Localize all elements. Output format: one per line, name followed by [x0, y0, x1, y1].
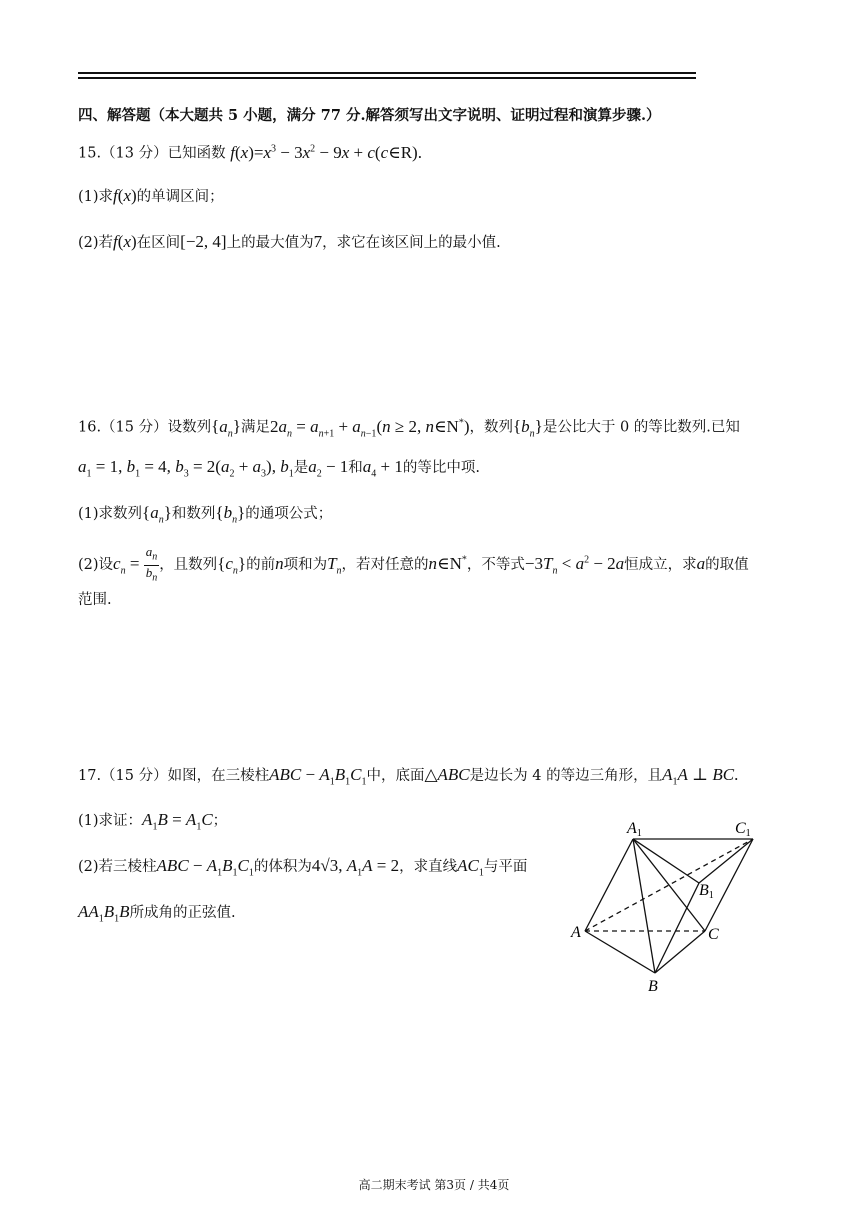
q17-part2-tail: 与平面: [483, 859, 528, 875]
q15-part2: (2)若f(x)在区间[−2, 4]上的最大值为7，求它在该区间上的最小值.: [78, 232, 501, 251]
q15-part2-val: 7: [313, 232, 323, 251]
label-a1: A1: [627, 820, 642, 839]
q16-part1-and: 和数列: [171, 506, 216, 522]
label-c1: C1: [735, 820, 751, 839]
q17-number: 17.（15 分）如图，在三棱柱: [78, 768, 270, 784]
q17-part1: (1)求证：$A_1B = A_1C$；: [78, 810, 228, 833]
q16-line2: $a_1 = 1$, $b_1 = 4$, $b_3 = 2(a_2 + a_3)$, $b_1$是$a_2 - 1$和$a_4 + 1$的等比中项.: [78, 457, 480, 480]
q16-fraction: $\frac{a_n}{b_n}$: [145, 544, 158, 584]
q16-part2: (2)设$c_n$ = $\frac{a_n}{b_n}$ ，且数列$\{c_n\}$的前n项和为$T_n$，若对任意的n∈N*，不等式$-3T_n < a^2 - 2a$恒成立，求a的取值: [78, 544, 749, 584]
q17-part2: (2)若三棱柱ABC − $A_1B_1C_1$的体积为4√3, $A_1A = 2$，求直线$AC_1$与平面: [78, 856, 528, 879]
q17-part2-l2: 所成角的正弦值.: [129, 905, 236, 921]
q16-l2-mid: 是: [293, 460, 309, 476]
page-footer: 高二期末考试 第3页 / 共4页: [358, 1178, 510, 1192]
section-title: 四、解答题（本大题共 5 小题，满分 77 分.解答须写出文字说明、证明过程和演算步骤.）: [78, 107, 661, 124]
edge-b1b: [655, 883, 699, 973]
q16-part2-d: 项和为: [283, 557, 328, 574]
q15-part2-label: (2)若: [78, 235, 114, 251]
q16-part2-h: 的取值: [705, 557, 749, 574]
q17-part1-label: (1)求证：: [78, 813, 143, 829]
q16-part2-g: 恒成立，求: [624, 557, 697, 574]
q16-part2-c: 的前: [246, 557, 276, 574]
q16-l2-tail: 的等比中项.: [402, 460, 480, 476]
edge-a1b1: [633, 839, 699, 883]
q16-stem: 16.（15 分）设数列$\{a_n\}$满足$2a_n = a_{n+1} + a_{n-1}(n \ge 2$, n∈N*)，数列$\{b_n\}$是公比大于 0 的等比数列.已知: [78, 416, 740, 440]
q16-part2-b: ，且数列: [159, 557, 218, 574]
label-b: B: [648, 978, 658, 995]
q17-l1-mid2: 是边长为 4 的等边三角形，且: [469, 768, 663, 784]
q16-number: 16.（15 分）设数列: [78, 419, 212, 436]
edge-a1c: [633, 839, 705, 931]
q17-part2-label: (2)若三棱柱: [78, 859, 157, 875]
q15-part1-label: (1)求: [78, 189, 114, 205]
q15-part1-tail: 的单调区间；: [136, 189, 224, 205]
edge-bc: [655, 931, 705, 973]
q16-l1-mid: 满足: [240, 419, 270, 436]
header-rule-bottom: [78, 77, 696, 79]
q16-part2-line2: 范围.: [78, 592, 112, 608]
q15-part2-tail: 上的最大值为: [226, 235, 314, 251]
edge-a1b: [633, 839, 655, 973]
q17-part2-line2: $AA_1B_1B$所成角的正弦值.: [78, 902, 236, 925]
prism-figure: [565, 815, 775, 995]
q15-stem: [78, 139, 422, 164]
q15-formula: $f(x)=x^3 - 3x^2 - 9x$ + c(c∈R).: [230, 142, 422, 162]
q17-part2-mid: 的体积为: [253, 859, 312, 875]
q17-l1-mid: 中，底面: [366, 768, 425, 784]
q15-number: 15.（13 分）已知函数: [78, 145, 226, 162]
q15-part2-end: ，求它在该区间上的最小值.: [322, 235, 501, 251]
label-a: A: [571, 924, 581, 941]
q16-part1-tail: 的通项公式；: [245, 506, 333, 522]
q16-part1: (1)求数列$\{a_n\}$和数列$\{b_n\}$的通项公式；: [78, 503, 333, 526]
q16-l1-tail: 是公比大于 0 的等比数列.已知: [542, 419, 740, 436]
edge-c1b1: [699, 839, 753, 883]
q16-part2-label: (2)设: [78, 557, 114, 574]
q16-part2-e: ，若对任意的: [341, 557, 429, 574]
label-b1: B1: [699, 882, 714, 901]
q16-l1-mid2: ，数列: [469, 419, 513, 436]
q17-part2-mid2: ，求直线: [399, 859, 458, 875]
q16-part2-f: ，不等式: [466, 557, 525, 574]
edge-ab: [585, 931, 655, 973]
label-c: C: [708, 926, 719, 943]
q16-part1-label: (1)求数列: [78, 506, 143, 522]
q15-part2-mid: 在区间: [136, 235, 181, 251]
q16-l2-and: 和: [348, 460, 363, 476]
q17-stem: 17.（15 分）如图，在三棱柱ABC − $A_1B_1C_1$中，底面△ABC是边长为 4 的等边三角形，且$A_1A$ ⊥ BC.: [78, 765, 739, 788]
header-rule-top: [78, 72, 696, 74]
q15-part1: (1)求f(x)的单调区间；: [78, 186, 224, 205]
